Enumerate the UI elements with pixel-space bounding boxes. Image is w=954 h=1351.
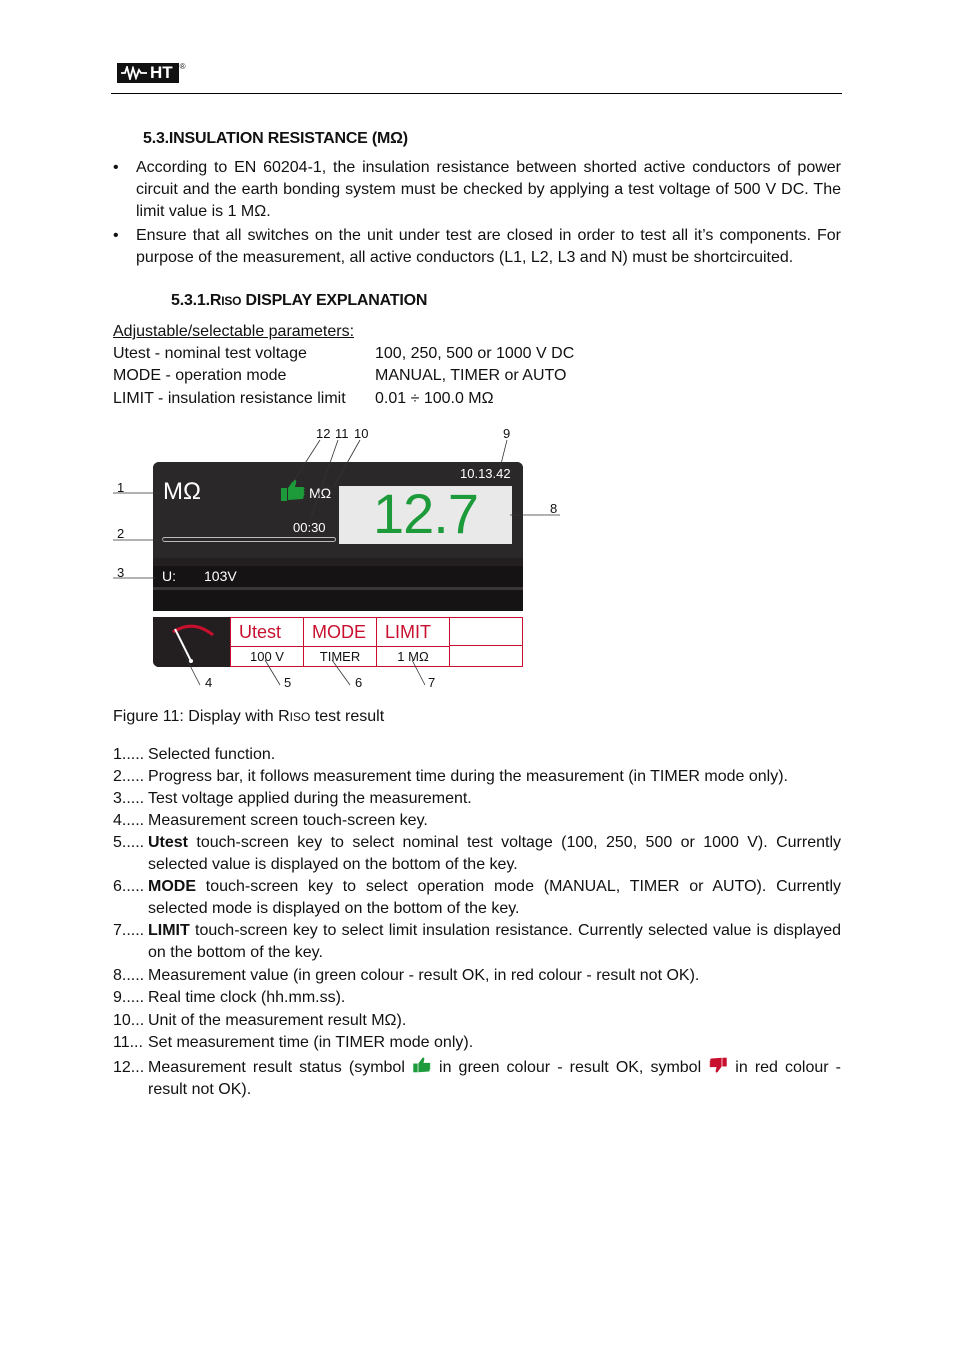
callout-2: 2 (117, 526, 125, 541)
param-value: MANUAL, TIMER or AUTO (375, 367, 567, 384)
callout-4: 4 (205, 675, 213, 690)
legend-number: 10... (113, 1012, 145, 1029)
legend-item (113, 920, 841, 964)
legend-item (113, 788, 841, 810)
callout-lines (110, 420, 570, 695)
subsection-title (171, 292, 427, 310)
ht-logo (117, 62, 186, 84)
legend-text: Unit of the measurement result MΩ). (148, 1012, 407, 1029)
legend-part: in red colour - result not OK). (148, 1059, 842, 1098)
callout-10: 10 (354, 426, 369, 441)
param-value: 0.01 ÷ 100.0 MΩ (375, 390, 494, 407)
param-name: MODE - operation mode (113, 367, 287, 384)
legend-number: 1..... (113, 746, 145, 763)
bullet-text: According to EN 60204-1, the insulation resistance between shorted active conductors of power circuit and the earth bonding system must be checked by applying a test voltage of 500 V DC. The limit value is 1 MΩ. (136, 159, 841, 220)
legend-text: Measurement screen touch-screen key. (148, 812, 428, 829)
figure-caption (113, 708, 384, 726)
legend-item (113, 987, 841, 1009)
figure-label: Figure 11 (113, 708, 180, 725)
bullet-2 (113, 225, 841, 269)
legend-number: 11... (113, 1034, 143, 1051)
bullet-1 (113, 157, 841, 223)
subsection-small: ISO (221, 294, 242, 308)
legend-text (148, 876, 841, 920)
legend-item (113, 744, 841, 766)
waveform-icon (121, 66, 147, 80)
caption-a: : Display with R (179, 708, 290, 725)
callout-12: 12 (316, 426, 331, 441)
legend-text (148, 1057, 841, 1101)
legend-part: Measurement result status (symbol (148, 1059, 412, 1076)
legend-text: Progress bar, it follows measurement time during the measurement (in TIMER mode only). (148, 768, 788, 785)
registered-icon: ® (179, 62, 186, 71)
legend-item (113, 965, 841, 987)
legend-number: 8..... (113, 967, 145, 984)
legend-text (148, 832, 841, 876)
real-time-clock: 10.13.42 (460, 466, 511, 481)
logo-text: HT (150, 63, 173, 82)
voltage-label: U: (162, 568, 176, 584)
caption-b: test result (310, 708, 385, 725)
key-label: MODE (304, 618, 376, 647)
legend-item (113, 1010, 841, 1032)
param-name: LIMIT - insulation resistance limit (113, 390, 346, 407)
legend-number: 4..... (113, 812, 145, 829)
bullet-dot: • (113, 159, 119, 176)
legend-text: Measurement value (in green colour - result OK, in red colour - result not OK). (148, 967, 700, 984)
section-title: 5.3.INSULATION RESISTANCE (MΩ) (143, 130, 408, 147)
param-row (113, 365, 567, 387)
unit-label: MΩ (309, 485, 332, 501)
legend-bold: LIMIT (148, 922, 190, 939)
param-row (113, 388, 494, 410)
legend-text: Set measurement time (in TIMER mode only). (148, 1034, 474, 1051)
thumbs-down-icon (708, 1057, 728, 1073)
legend-bold: Utest (148, 834, 189, 851)
callout-3: 3 (117, 565, 125, 580)
bullet-dot: • (113, 227, 119, 244)
legend-number: 7..... (113, 922, 145, 939)
measurement-value: 12.7 (373, 482, 478, 545)
header-rule (111, 93, 842, 94)
callout-6: 6 (355, 675, 363, 690)
legend-item (113, 876, 841, 920)
legend-item (113, 1032, 841, 1054)
subsection-rest: DISPLAY EXPLANATION (241, 292, 428, 309)
key-label: Utest (231, 618, 303, 647)
callout-11: 11 (335, 426, 349, 441)
voltage-value: 103V (204, 568, 237, 584)
legend-number: 9..... (113, 989, 145, 1006)
param-name: Utest - nominal test voltage (113, 345, 307, 362)
legend-text: Real time clock (hh.mm.ss). (148, 989, 346, 1006)
key-label: LIMIT (377, 618, 449, 647)
key-value: 1 MΩ (397, 649, 429, 664)
thumbs-up-icon (412, 1057, 432, 1073)
legend-item (113, 810, 841, 832)
callout-8: 8 (550, 501, 558, 516)
callout-5: 5 (284, 675, 292, 690)
param-value: 100, 250, 500 or 1000 V DC (375, 345, 575, 362)
legend-number: 2..... (113, 768, 145, 785)
legend-number: 6..... (113, 878, 145, 895)
callout-1: 1 (117, 480, 125, 495)
function-label: MΩ (163, 478, 201, 505)
legend-part: in green colour - result OK, symbol (431, 1059, 709, 1076)
legend-text: Selected function. (148, 746, 276, 763)
callout-7: 7 (428, 675, 436, 690)
legend-rest: touch-screen key to select operation mode (MANUAL, TIMER or AUTO). Currently selected mode is displayed on the bottom of the key. (148, 878, 841, 917)
legend-number: 12... (113, 1059, 145, 1076)
callout-9: 9 (503, 426, 511, 441)
set-time: 00:30 (293, 520, 326, 535)
params-heading: Adjustable/selectable parameters: (113, 323, 355, 340)
legend-item (113, 1057, 841, 1101)
subsection-number: 5.3.1.R (171, 292, 222, 309)
key-value: TIMER (319, 649, 361, 664)
legend-rest: touch-screen key to select limit insulation resistance. Currently selected value is displayed on the bottom of the key. (148, 922, 841, 961)
legend-bold: MODE (148, 878, 196, 895)
bullet-text: Ensure that all switches on the unit under test are closed in order to test all it’s components. For purpose of the measurement, all active conductors (L1, L2, L3 and N) must be shortcircuited. (136, 227, 841, 266)
caption-small: ISO (289, 710, 311, 724)
legend-text: Test voltage applied during the measurement. (148, 790, 472, 807)
param-row (113, 343, 575, 365)
legend-item (113, 832, 841, 876)
legend-item (113, 766, 841, 788)
legend-number: 5..... (113, 834, 145, 851)
legend-number: 3..... (113, 790, 145, 807)
key-value: 100 V (250, 649, 284, 664)
legend-rest: touch-screen key to select nominal test voltage (100, 250, 500 or 1000 V). Currently selected value is displayed on the bottom of the key. (148, 834, 841, 873)
legend-text (148, 920, 841, 964)
